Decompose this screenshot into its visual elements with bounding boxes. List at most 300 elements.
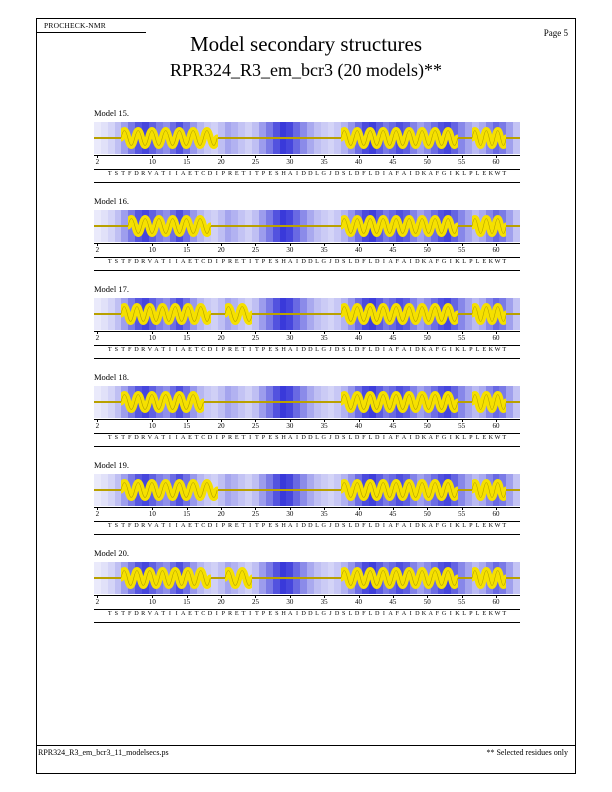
residue-letter: R xyxy=(228,346,233,353)
axis-tick-label: 45 xyxy=(389,158,397,166)
residue-letter: P xyxy=(221,258,226,265)
residue-letter: D xyxy=(134,170,139,177)
residue-letter: I xyxy=(249,610,252,617)
residue-letter: I xyxy=(175,522,178,529)
helix-marker xyxy=(128,214,210,238)
residue-letter: P xyxy=(261,610,266,617)
residue-letter: F xyxy=(395,522,399,529)
residue-axis xyxy=(94,331,520,345)
axis-tick-label: 60 xyxy=(492,334,500,342)
secondary-structure-strip xyxy=(94,386,520,418)
residue-letter: E xyxy=(268,346,273,353)
residue-letter: T xyxy=(241,434,246,441)
residue-letter: E xyxy=(188,522,192,529)
residue-letter: E xyxy=(234,522,239,529)
residue-letter: A xyxy=(154,434,159,441)
axis-tick-label: 20 xyxy=(217,422,225,430)
residue-letter: I xyxy=(215,170,218,177)
residue-letter: D xyxy=(415,434,420,441)
residue-letter: C xyxy=(201,610,206,617)
axis-tick-label: 30 xyxy=(286,598,294,606)
residue-letter: S xyxy=(275,610,279,617)
helix-marker xyxy=(472,566,506,590)
residue-letter: D xyxy=(354,258,360,265)
axis-tick-label: 2 xyxy=(95,598,100,606)
residue-letter: R xyxy=(228,610,233,617)
residue-letter: E xyxy=(188,434,192,441)
axis-line xyxy=(94,419,520,420)
helix-marker xyxy=(472,126,506,150)
residue-letter: E xyxy=(268,258,273,265)
residue-letter: T xyxy=(107,434,112,441)
residue-letter: I xyxy=(249,170,252,177)
axis-tick-label: 35 xyxy=(320,246,328,254)
helix-marker xyxy=(341,126,458,150)
residue-letter: A xyxy=(401,258,407,265)
page-subtitle: RPR324_R3_em_bcr3 (20 models)** xyxy=(170,60,442,80)
residue-letter: F xyxy=(435,258,440,265)
residue-letter: D xyxy=(308,346,313,353)
residue-letter: I xyxy=(215,434,218,441)
axis-tick-label: 50 xyxy=(423,158,431,166)
residue-letter: D xyxy=(374,434,380,441)
residue-letter: A xyxy=(428,258,433,265)
residue-letter: E xyxy=(482,258,487,265)
residue-letter: T xyxy=(107,258,112,265)
residue-letter: D xyxy=(308,522,313,529)
residue-letter: L xyxy=(462,346,467,353)
residue-letter: F xyxy=(435,522,440,529)
axis-tick-label: 50 xyxy=(423,510,431,518)
residue-letter: F xyxy=(395,610,399,617)
residue-letter: L xyxy=(475,522,480,529)
residue-letter: W xyxy=(494,610,501,617)
axis-tick-label: 60 xyxy=(492,510,500,518)
axis-tick-label: 40 xyxy=(355,510,363,518)
residue-letter: E xyxy=(268,610,273,617)
residue-letter: T xyxy=(254,346,259,353)
residue-letter: F xyxy=(435,346,440,353)
residue-letter: G xyxy=(441,434,447,441)
residue-letter: F xyxy=(395,346,399,353)
helix-marker xyxy=(472,478,506,502)
axis-tick-label: 40 xyxy=(355,598,363,606)
residue-letter: I xyxy=(175,346,178,353)
residue-letter: R xyxy=(141,610,146,617)
residue-letter: L xyxy=(348,170,353,177)
axis-tick-label: 10 xyxy=(148,422,156,430)
residue-letter: A xyxy=(154,346,159,353)
residue-letter: E xyxy=(188,346,192,353)
residue-letter: L xyxy=(475,346,480,353)
residue-letter: A xyxy=(181,434,186,441)
residue-letter: E xyxy=(188,610,192,617)
sequence-rule-bottom xyxy=(94,534,520,535)
axis-tick-label: 20 xyxy=(217,158,225,166)
helix-marker xyxy=(472,390,506,414)
axis-tick-label: 15 xyxy=(183,334,191,342)
residue-letter: R xyxy=(141,346,146,353)
residue-letter: T xyxy=(107,346,112,353)
residue-letter: D xyxy=(207,434,213,441)
residue-letter: A xyxy=(388,522,393,529)
residue-letter: R xyxy=(228,170,233,177)
residue-letter: T xyxy=(121,522,125,529)
residue-letter: G xyxy=(321,522,326,529)
residue-letter: F xyxy=(362,346,366,353)
residue-letter: K xyxy=(488,170,494,177)
residue-letter: I xyxy=(409,610,412,617)
residue-letter: F xyxy=(128,258,132,265)
residue-letter: T xyxy=(241,346,246,353)
secondary-structure-strip xyxy=(94,474,520,506)
residue-letter: E xyxy=(482,346,487,353)
residue-letter: P xyxy=(469,610,473,617)
residue-letter: T xyxy=(121,610,125,617)
axis-tick-label: 50 xyxy=(423,598,431,606)
residue-letter: P xyxy=(469,346,473,353)
secondary-structure-strip xyxy=(94,298,520,330)
residue-letter: T xyxy=(254,258,259,265)
residue-letter: L xyxy=(462,522,467,529)
residue-letter: G xyxy=(441,522,447,529)
residue-letter: A xyxy=(388,434,393,441)
residue-letter: P xyxy=(221,170,226,177)
residue-letter: P xyxy=(469,522,473,529)
residue-letter: T xyxy=(254,522,259,529)
footer-note: ** Selected residues only xyxy=(486,748,568,757)
residue-letter: L xyxy=(315,170,319,177)
axis-tick-label: 35 xyxy=(320,334,328,342)
residue-letter: D xyxy=(334,170,340,177)
axis-tick-label: 10 xyxy=(148,510,156,518)
secondary-structure-strip xyxy=(94,562,520,594)
residue-letter: G xyxy=(321,258,326,265)
model-label: Model 17. xyxy=(94,284,129,294)
residue-letter: K xyxy=(488,434,494,441)
model-label: Model 19. xyxy=(94,460,129,470)
residue-letter: A xyxy=(428,522,433,529)
axis-tick-label: 55 xyxy=(458,422,466,430)
residue-letter: D xyxy=(334,522,340,529)
residue-letter: F xyxy=(362,610,366,617)
residue-letter: A xyxy=(401,346,407,353)
residue-letter: I xyxy=(215,610,218,617)
axis-tick-label: 40 xyxy=(355,158,363,166)
axis-tick-label: 55 xyxy=(458,246,466,254)
helix-marker xyxy=(121,390,203,414)
residue-letter: V xyxy=(147,522,153,529)
axis-tick-label: 45 xyxy=(389,422,397,430)
axis-tick-label: 55 xyxy=(458,158,466,166)
axis-tick-label: 15 xyxy=(183,510,191,518)
residue-letter: T xyxy=(194,258,199,265)
residue-letter: C xyxy=(201,170,206,177)
footer-divider xyxy=(36,745,576,746)
axis-tick-label: 40 xyxy=(355,334,363,342)
residue-letter: I xyxy=(249,258,252,265)
residue-letter: W xyxy=(494,522,501,529)
residue-letter: E xyxy=(482,610,487,617)
residue-letter: I xyxy=(449,258,452,265)
residue-letter: K xyxy=(455,346,460,353)
residue-letter: T xyxy=(254,170,259,177)
residue-letter: T xyxy=(161,434,166,441)
residue-letter: L xyxy=(475,258,480,265)
axis-tick-label: 35 xyxy=(320,510,328,518)
residue-letter: I xyxy=(215,522,218,529)
residue-letter: F xyxy=(362,522,366,529)
axis-tick-label: 15 xyxy=(183,246,191,254)
axis-tick-label: 55 xyxy=(458,510,466,518)
axis-tick-label: 30 xyxy=(286,246,294,254)
residue-letter: I xyxy=(409,346,412,353)
residue-letter: T xyxy=(502,346,507,353)
helix-marker xyxy=(121,126,217,150)
residue-letter: T xyxy=(161,522,166,529)
residue-letter: K xyxy=(455,170,460,177)
residue-letter: D xyxy=(301,522,306,529)
residue-letter: D xyxy=(301,434,306,441)
axis-tick-label: 20 xyxy=(217,334,225,342)
residue-letter: L xyxy=(348,258,353,265)
residue-letter: S xyxy=(275,346,279,353)
residue-letter: S xyxy=(275,522,279,529)
residue-letter: D xyxy=(334,434,340,441)
residue-letter: L xyxy=(348,346,353,353)
shading-track xyxy=(94,122,520,154)
residue-letter: I xyxy=(382,346,385,353)
page-number: Page 5 xyxy=(543,28,568,38)
residue-letter: D xyxy=(415,522,420,529)
residue-letter: V xyxy=(147,434,153,441)
residue-letter: S xyxy=(342,522,346,529)
residue-letter: I xyxy=(168,258,171,265)
residue-letter: K xyxy=(455,258,460,265)
residue-letter: A xyxy=(401,170,407,177)
residue-letter: T xyxy=(241,522,246,529)
helix-marker xyxy=(341,302,458,326)
residue-letter: S xyxy=(114,258,119,265)
residue-letter: S xyxy=(342,258,346,265)
axis-tick-label: 30 xyxy=(286,334,294,342)
residue-letter: J xyxy=(329,170,332,177)
residue-letter: J xyxy=(329,258,332,265)
residue-letter: L xyxy=(462,610,467,617)
residue-letter: D xyxy=(415,170,420,177)
secondary-structure-strip xyxy=(94,122,520,154)
residue-letter: G xyxy=(441,346,447,353)
residue-letter: K xyxy=(455,434,460,441)
residue-letter: T xyxy=(194,522,199,529)
residue-letter: E xyxy=(234,170,239,177)
residue-letter: A xyxy=(288,170,293,177)
residue-letter: P xyxy=(261,258,266,265)
residue-letter: D xyxy=(415,610,420,617)
residue-letter: G xyxy=(321,434,326,441)
model-label: Model 16. xyxy=(94,196,129,206)
residue-letter: T xyxy=(161,170,166,177)
residue-letter: I xyxy=(175,170,178,177)
residue-letter: P xyxy=(469,170,473,177)
residue-letter: C xyxy=(201,258,206,265)
residue-letter: I xyxy=(249,434,252,441)
residue-letter: I xyxy=(215,258,218,265)
residue-letter: I xyxy=(382,522,385,529)
axis-tick-label: 30 xyxy=(286,510,294,518)
residue-letter: A xyxy=(288,434,293,441)
residue-letter: F xyxy=(128,346,132,353)
residue-letter: A xyxy=(181,258,186,265)
residue-letter: H xyxy=(281,434,286,441)
residue-letter: D xyxy=(308,610,313,617)
residue-letter: F xyxy=(435,610,440,617)
residue-letter: F xyxy=(362,258,366,265)
residue-letter: R xyxy=(228,258,233,265)
residue-letter: I xyxy=(175,610,178,617)
residue-letter: A xyxy=(388,258,393,265)
helix-marker xyxy=(472,214,506,238)
residue-letter: L xyxy=(315,522,319,529)
residue-letter: L xyxy=(368,522,373,529)
residue-letter: A xyxy=(401,610,407,617)
residue-letter: D xyxy=(207,610,213,617)
residue-letter: R xyxy=(228,434,233,441)
residue-letter: P xyxy=(469,434,473,441)
residue-letter: D xyxy=(415,346,420,353)
residue-letter: F xyxy=(362,170,366,177)
page-title: Model secondary structures xyxy=(189,32,423,56)
residue-letter: D xyxy=(354,346,360,353)
residue-letter: P xyxy=(469,258,473,265)
axis-tick-label: 25 xyxy=(251,246,259,254)
residue-letter: D xyxy=(415,258,420,265)
axis-tick-label: 55 xyxy=(458,598,466,606)
residue-letter: A xyxy=(428,346,433,353)
residue-letter: L xyxy=(315,346,319,353)
residue-letter: H xyxy=(281,258,286,265)
residue-letter: W xyxy=(494,170,501,177)
residue-letter: I xyxy=(409,258,412,265)
residue-letter: D xyxy=(134,610,139,617)
residue-letter: T xyxy=(241,170,246,177)
residue-letter: K xyxy=(421,522,427,529)
residue-letter: D xyxy=(308,258,313,265)
sequence-rule-bottom xyxy=(94,182,520,183)
residue-letter: T xyxy=(241,610,246,617)
axis-tick-label: 60 xyxy=(492,158,500,166)
residue-letter: F xyxy=(395,258,399,265)
axis-tick-label: 15 xyxy=(183,422,191,430)
residue-letter: T xyxy=(121,170,125,177)
residue-letter: L xyxy=(368,346,373,353)
residue-letter: K xyxy=(455,522,460,529)
residue-letter: I xyxy=(409,434,412,441)
residue-letter: E xyxy=(234,610,239,617)
residue-letter: K xyxy=(421,346,427,353)
helix-marker xyxy=(121,566,210,590)
residue-letter: I xyxy=(382,258,385,265)
residue-letter: S xyxy=(342,170,346,177)
axis-line xyxy=(94,595,520,596)
axis-tick-label: 60 xyxy=(492,422,500,430)
residue-letter: E xyxy=(268,434,273,441)
axis-tick-label: 50 xyxy=(423,422,431,430)
axis-tick-label: 20 xyxy=(217,510,225,518)
residue-letter: A xyxy=(181,170,186,177)
residue-letter: D xyxy=(354,610,360,617)
residue-letter: S xyxy=(342,610,346,617)
residue-letter: S xyxy=(275,434,279,441)
residue-letter: K xyxy=(488,522,494,529)
residue-letter: I xyxy=(409,170,412,177)
shading-track xyxy=(94,562,520,594)
residue-letter: E xyxy=(482,434,487,441)
helix-marker xyxy=(341,390,458,414)
axis-tick-label: 2 xyxy=(95,422,100,430)
residue-letter: A xyxy=(181,610,186,617)
axis-tick-label: 35 xyxy=(320,598,328,606)
axis-tick-label: 60 xyxy=(492,246,500,254)
residue-letter: D xyxy=(134,522,139,529)
residue-letter: G xyxy=(441,170,447,177)
residue-letter: H xyxy=(281,522,286,529)
helix-marker xyxy=(341,566,458,590)
residue-letter: D xyxy=(334,346,340,353)
residue-letter: A xyxy=(388,346,393,353)
residue-letter: F xyxy=(128,610,132,617)
residue-letter: K xyxy=(455,610,460,617)
residue-letter: K xyxy=(488,346,494,353)
residue-letter: P xyxy=(261,434,266,441)
axis-tick-label: 35 xyxy=(320,422,328,430)
residue-letter: I xyxy=(382,610,385,617)
residue-letter: I xyxy=(449,170,452,177)
residue-letter: I xyxy=(449,610,452,617)
residue-letter: P xyxy=(221,434,226,441)
residue-letter: D xyxy=(207,258,213,265)
residue-axis xyxy=(94,507,520,521)
residue-letter: E xyxy=(268,170,273,177)
axis-line xyxy=(94,507,520,508)
residue-letter: I xyxy=(295,610,298,617)
residue-letter: R xyxy=(141,258,146,265)
helix-marker xyxy=(341,214,458,238)
residue-letter: L xyxy=(368,610,373,617)
residue-letter: C xyxy=(201,346,206,353)
residue-letter: T xyxy=(194,610,199,617)
residue-letter: D xyxy=(301,610,306,617)
axis-tick-label: 10 xyxy=(148,598,156,606)
axis-tick-label: 35 xyxy=(320,158,328,166)
residue-letter: L xyxy=(462,170,467,177)
residue-letter: D xyxy=(334,258,340,265)
residue-letter: K xyxy=(421,170,427,177)
residue-letter: I xyxy=(449,434,452,441)
residue-letter: L xyxy=(315,258,319,265)
residue-letter: D xyxy=(207,346,213,353)
axis-tick-label: 20 xyxy=(217,246,225,254)
helix-marker xyxy=(121,302,210,326)
shading-track xyxy=(94,386,520,418)
residue-letter: K xyxy=(421,610,427,617)
residue-letter: A xyxy=(288,610,293,617)
residue-letter: I xyxy=(295,434,298,441)
helix-marker xyxy=(121,478,217,502)
residue-letter: L xyxy=(462,434,467,441)
residue-axis xyxy=(94,595,520,609)
residue-letter: T xyxy=(502,170,507,177)
